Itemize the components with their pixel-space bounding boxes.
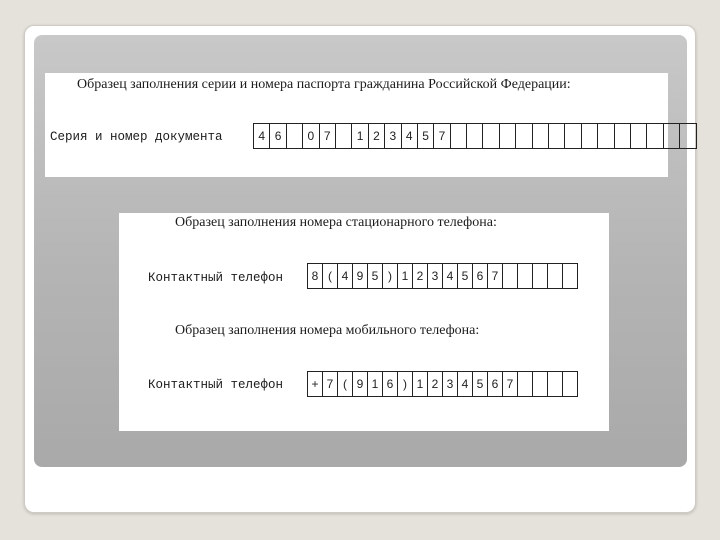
passport-sample-card xyxy=(45,73,668,177)
landline-number-cells xyxy=(307,263,578,289)
landline-char-cell xyxy=(503,264,518,288)
landline-char-cell: 8 xyxy=(308,264,323,288)
mobile-char-cell: 3 xyxy=(443,372,458,396)
landline-char-cell xyxy=(518,264,533,288)
mobile-char-cell: ( xyxy=(338,372,353,396)
passport-char-cell xyxy=(467,124,483,148)
mobile-char-cell xyxy=(548,372,563,396)
landline-char-cell: ( xyxy=(323,264,338,288)
passport-char-cell: 4 xyxy=(402,124,418,148)
phone-samples-card xyxy=(119,213,609,431)
passport-char-cell xyxy=(500,124,516,148)
landline-field-label: Контактный телефон xyxy=(148,271,284,285)
passport-char-cell: 2 xyxy=(369,124,385,148)
passport-number-cells xyxy=(253,123,697,149)
passport-char-cell xyxy=(533,124,549,148)
landline-char-cell xyxy=(563,264,578,288)
landline-char-cell: 9 xyxy=(353,264,368,288)
passport-char-cell: 5 xyxy=(418,124,434,148)
passport-char-cell xyxy=(451,124,467,148)
mobile-number-cells xyxy=(307,371,578,397)
mobile-char-cell: 7 xyxy=(323,372,338,396)
passport-char-cell: 4 xyxy=(254,124,270,148)
slide xyxy=(24,25,696,513)
mobile-char-cell: ) xyxy=(398,372,413,396)
landline-char-cell: 1 xyxy=(398,264,413,288)
passport-sample-title: Образец заполнения серии и номера паспорта гражданина Российской Федерации: xyxy=(77,77,571,92)
landline-char-cell: 6 xyxy=(473,264,488,288)
mobile-sample-title: Образец заполнения номера мобильного телефона: xyxy=(175,323,480,338)
mobile-char-cell: 2 xyxy=(428,372,443,396)
landline-char-cell: 5 xyxy=(458,264,473,288)
passport-char-cell xyxy=(287,124,303,148)
mobile-char-cell: 9 xyxy=(353,372,368,396)
passport-char-cell xyxy=(516,124,532,148)
landline-char-cell: 3 xyxy=(428,264,443,288)
passport-char-cell: 0 xyxy=(303,124,319,148)
mobile-char-cell: 5 xyxy=(473,372,488,396)
passport-char-cell xyxy=(336,124,352,148)
content-panel xyxy=(34,35,687,467)
landline-char-cell: 5 xyxy=(368,264,383,288)
passport-char-cell xyxy=(565,124,581,148)
mobile-char-cell: 4 xyxy=(458,372,473,396)
landline-char-cell xyxy=(533,264,548,288)
mobile-char-cell: 7 xyxy=(503,372,518,396)
mobile-char-cell: + xyxy=(308,372,323,396)
landline-char-cell: ) xyxy=(383,264,398,288)
passport-char-cell xyxy=(598,124,614,148)
passport-char-cell: 7 xyxy=(320,124,336,148)
mobile-char-cell: 1 xyxy=(413,372,428,396)
passport-char-cell xyxy=(582,124,598,148)
landline-char-cell: 4 xyxy=(443,264,458,288)
landline-char-cell: 2 xyxy=(413,264,428,288)
mobile-char-cell xyxy=(563,372,578,396)
passport-char-cell xyxy=(483,124,499,148)
landline-char-cell xyxy=(548,264,563,288)
passport-char-cell xyxy=(680,124,696,148)
landline-char-cell: 7 xyxy=(488,264,503,288)
passport-char-cell: 3 xyxy=(385,124,401,148)
passport-char-cell xyxy=(631,124,647,148)
mobile-char-cell: 1 xyxy=(368,372,383,396)
mobile-char-cell xyxy=(518,372,533,396)
mobile-char-cell xyxy=(533,372,548,396)
passport-char-cell: 7 xyxy=(434,124,450,148)
passport-char-cell xyxy=(615,124,631,148)
landline-sample-title: Образец заполнения номера стационарного телефона: xyxy=(175,215,497,230)
passport-char-cell xyxy=(664,124,680,148)
mobile-field-label: Контактный телефон xyxy=(148,378,284,392)
mobile-char-cell: 6 xyxy=(383,372,398,396)
mobile-char-cell: 6 xyxy=(488,372,503,396)
passport-char-cell: 6 xyxy=(270,124,286,148)
landline-char-cell: 4 xyxy=(338,264,353,288)
passport-char-cell xyxy=(549,124,565,148)
passport-char-cell: 1 xyxy=(352,124,368,148)
passport-char-cell xyxy=(647,124,663,148)
passport-field-label: Серия и номер документа xyxy=(50,130,223,144)
